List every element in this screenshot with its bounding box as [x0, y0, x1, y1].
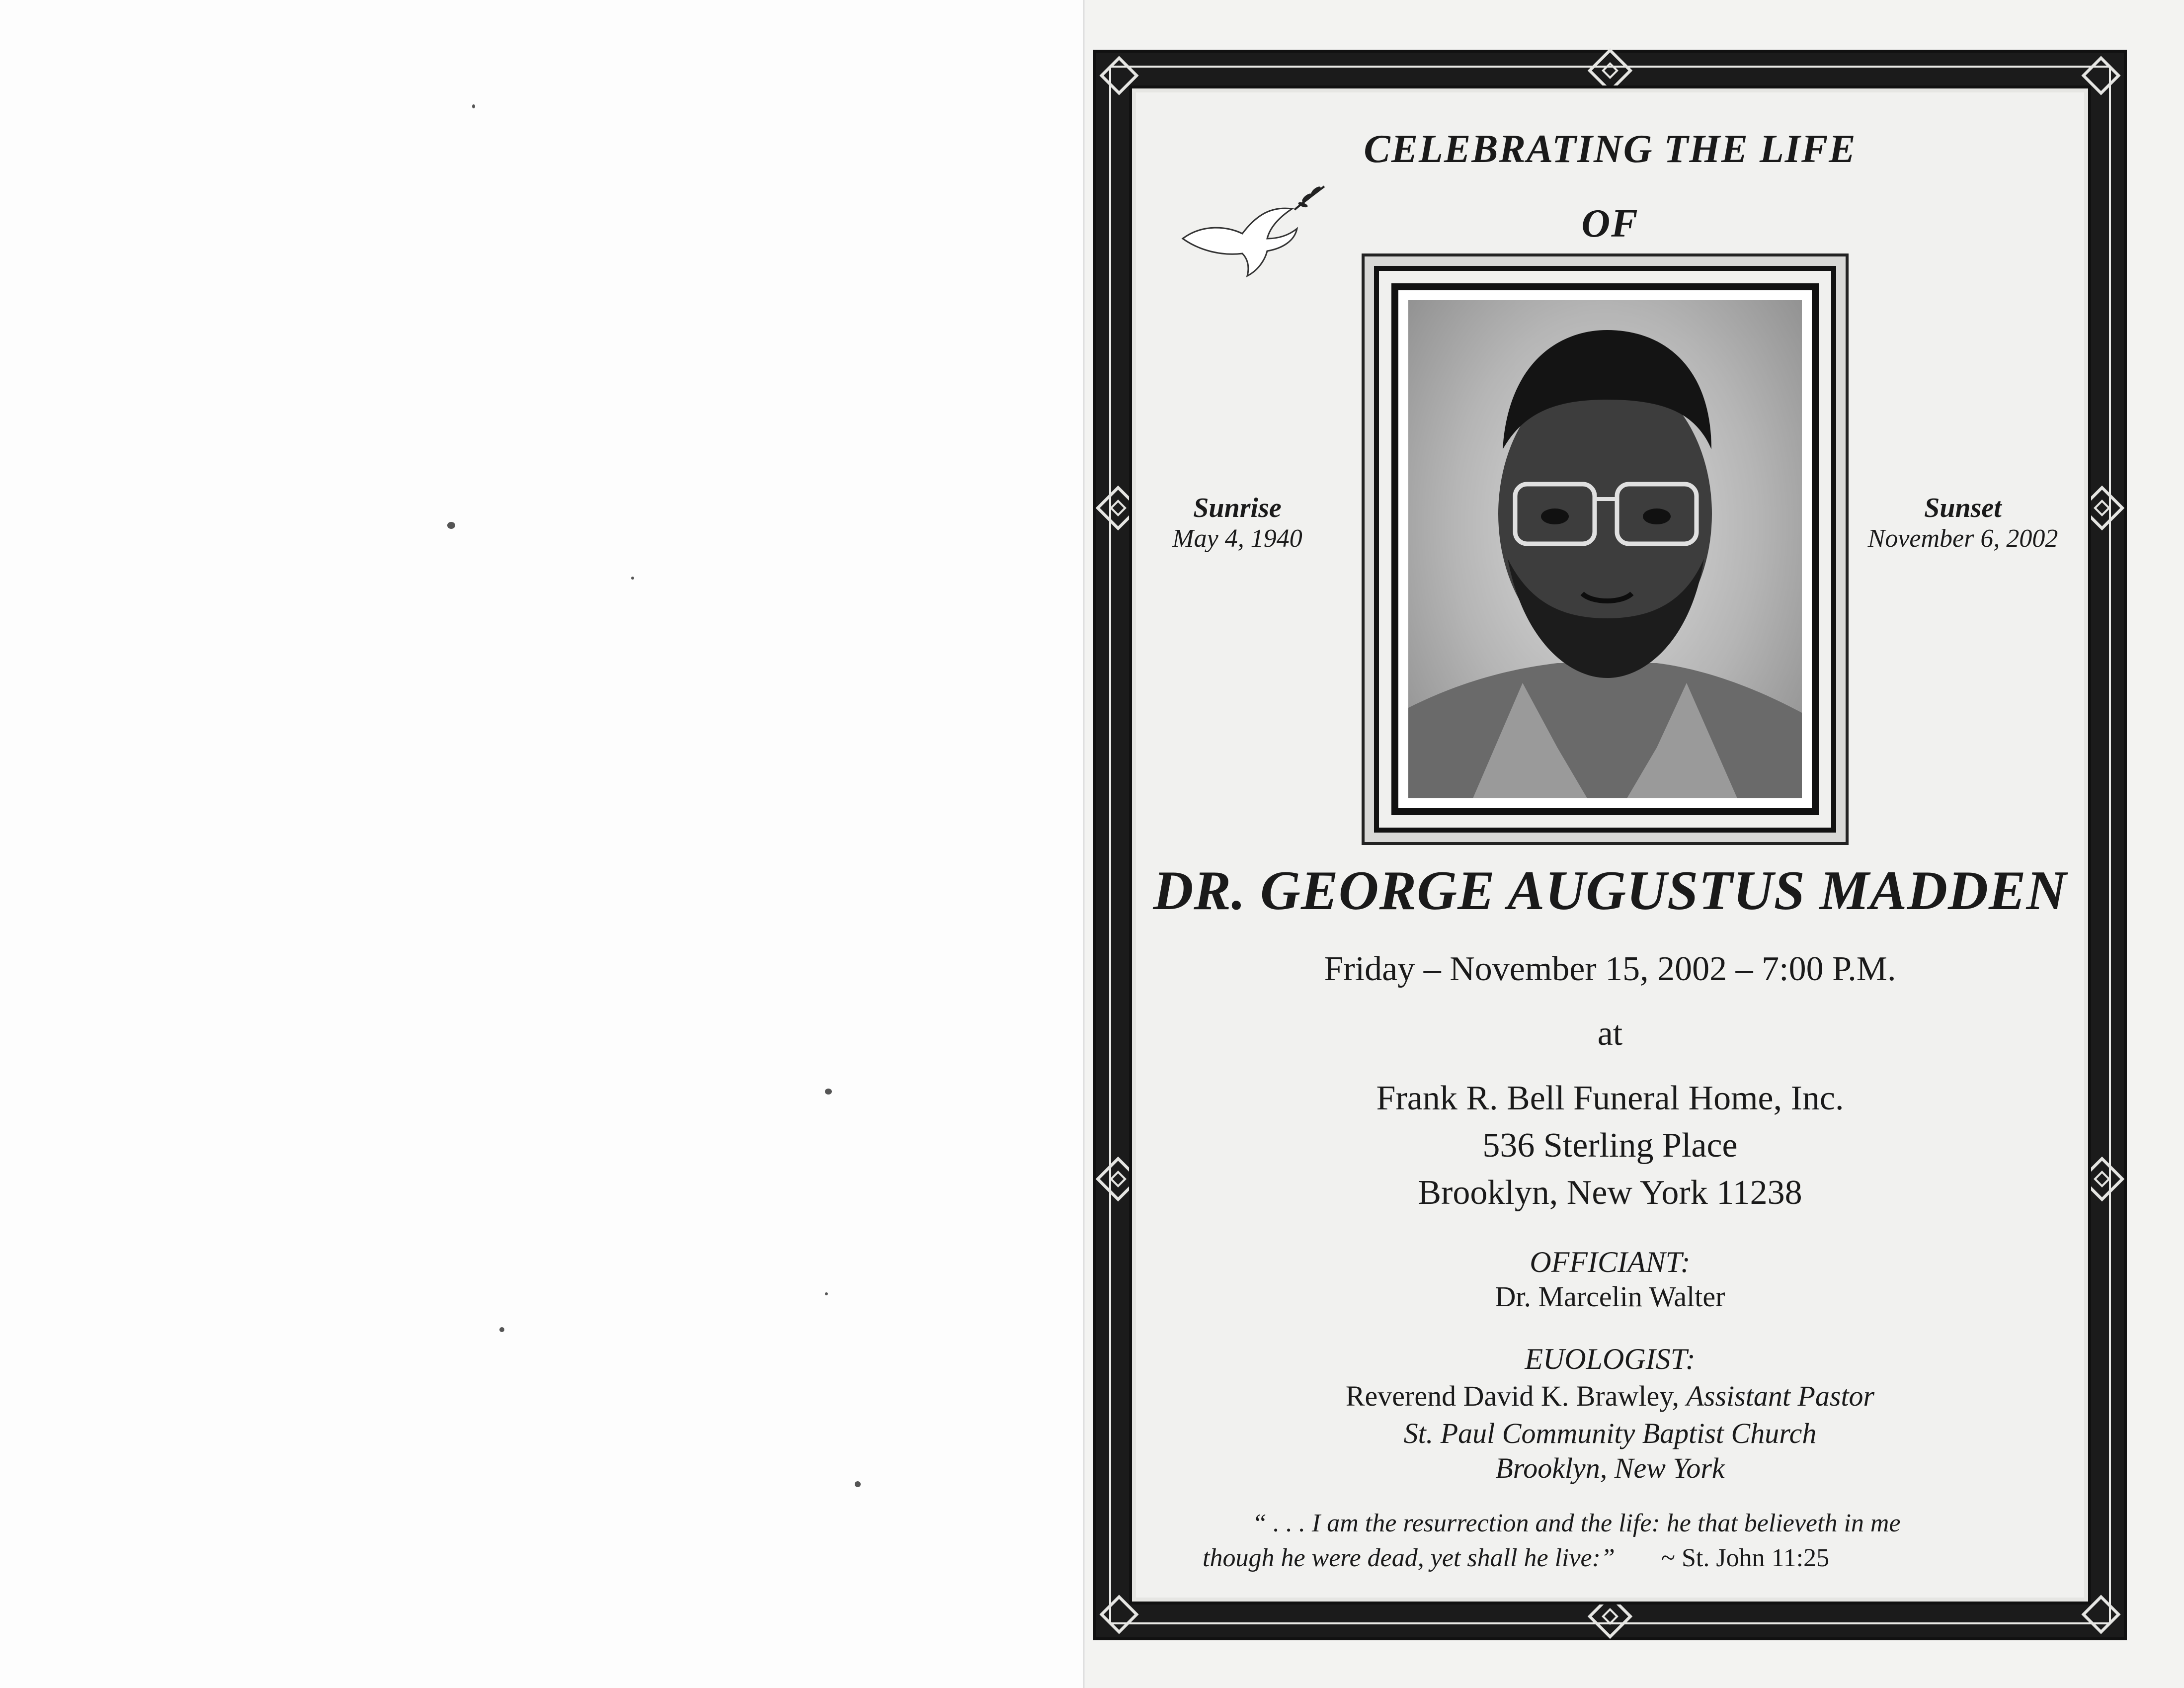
heading-of: OF [1581, 202, 1639, 246]
eulogist-line [1132, 1379, 2088, 1413]
scripture-quote-text: though he were dead, yet shall he live:” [1203, 1544, 1615, 1572]
sunrise-label: Sunrise [1193, 493, 1282, 523]
scripture-quote-line1: “ . . . I am the resurrection and the life: he that believeth in me [1252, 1509, 1901, 1537]
scan-speck [472, 104, 475, 108]
scan-speck [855, 1481, 861, 1487]
eulogist-name: Reverend David K. Brawley, [1345, 1380, 1679, 1412]
church-location: Brooklyn, New York [1495, 1452, 1725, 1484]
scan-speck [631, 577, 634, 580]
blank-left-page [0, 0, 1083, 1688]
officiant-label: OFFICIANT: [1530, 1246, 1691, 1278]
sunset-label: Sunset [1924, 493, 2002, 523]
venue-name: Frank R. Bell Funeral Home, Inc. [1376, 1079, 1844, 1117]
scan-speck [825, 1089, 832, 1095]
heading-celebrating: CELEBRATING THE LIFE [1364, 127, 1857, 171]
sunrise-date: May 4, 1940 [1172, 524, 1302, 553]
scripture-reference: ~ St. John 11:25 [1661, 1544, 1830, 1572]
scripture-quote-line2 [1203, 1543, 1829, 1573]
service-datetime: Friday – November 15, 2002 – 7:00 P.M. [1324, 950, 1896, 988]
scan-speck [825, 1292, 828, 1295]
officiant-name: Dr. Marcelin Walter [1495, 1280, 1725, 1313]
sunset-date: November 6, 2002 [1867, 524, 2058, 553]
sunset-block [1859, 492, 2067, 553]
at-text: at [1597, 1014, 1623, 1053]
venue-address-line1: 536 Sterling Place [1482, 1126, 1738, 1165]
church-name: St. Paul Community Baptist Church [1403, 1417, 1817, 1449]
venue-address-line2: Brooklyn, New York 11238 [1418, 1174, 1802, 1212]
eulogist-label: EUOLOGIST: [1525, 1343, 1696, 1375]
portrait-photo [1408, 300, 1802, 798]
scan-speck [499, 1327, 504, 1332]
scan-speck [447, 522, 455, 529]
deceased-name: DR. GEORGE AUGUSTUS MADDEN [1153, 860, 2067, 922]
sunrise-block [1158, 492, 1317, 553]
eulogist-title: Assistant Pastor [1686, 1380, 1875, 1412]
